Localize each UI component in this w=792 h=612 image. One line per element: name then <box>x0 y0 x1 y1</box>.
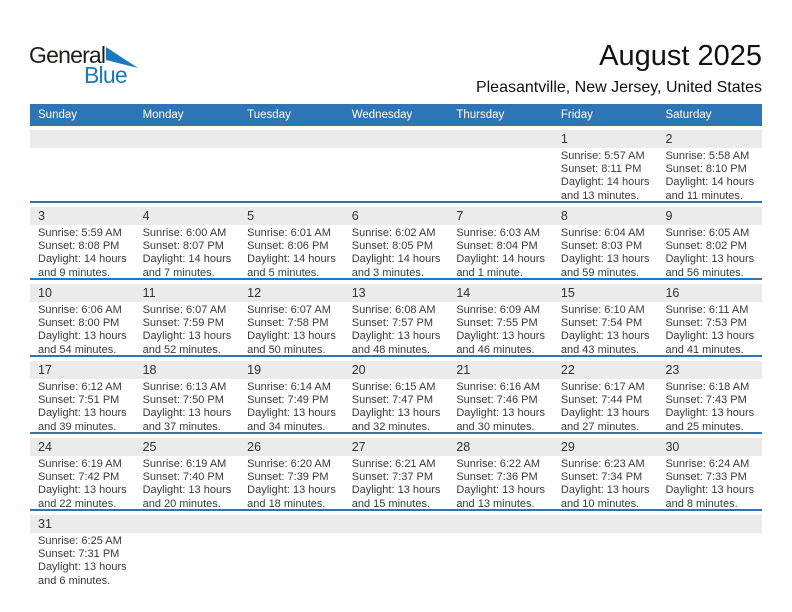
sunrise-time: Sunrise: 6:20 AM <box>247 458 331 470</box>
day-number: 28 <box>448 438 553 456</box>
day-number: 9 <box>657 207 762 225</box>
daylight-duration-line1: Daylight: 13 hours <box>665 407 755 420</box>
sunset-time: Sunset: 7:51 PM <box>38 394 120 407</box>
day-details <box>448 225 553 278</box>
day-number: 26 <box>239 438 344 456</box>
daylight-duration-line2: and 7 minutes. <box>142 266 215 278</box>
day-cell <box>657 361 762 432</box>
daylight-duration-line1: Daylight: 14 hours <box>560 176 650 189</box>
sunrise-time: Sunrise: 6:07 AM <box>142 304 227 316</box>
weekday-sunday: Sunday <box>38 109 78 121</box>
daylight-duration-line1: Daylight: 13 hours <box>142 330 232 343</box>
day-cell <box>30 515 135 588</box>
sunset-time: Sunset: 7:53 PM <box>665 317 747 330</box>
sunset-time: Sunset: 7:57 PM <box>351 317 434 330</box>
daylight-duration-line2: and 50 minutes. <box>247 343 326 355</box>
sunset-time: Sunset: 7:55 PM <box>456 317 538 330</box>
calendar-table <box>30 104 762 588</box>
daylight-duration-line2: and 5 minutes. <box>247 266 320 278</box>
sunset-time: Sunset: 7:47 PM <box>351 394 434 407</box>
daylight-duration-line2: and 20 minutes. <box>142 497 221 509</box>
day-cell <box>448 438 553 509</box>
daylight-duration-line2: and 43 minutes. <box>560 343 640 355</box>
day-number: 7 <box>448 207 553 225</box>
day-cell <box>553 438 658 509</box>
day-cell <box>30 284 135 355</box>
weekday-monday: Monday <box>142 109 184 121</box>
daylight-duration-line1: Daylight: 13 hours <box>560 253 650 266</box>
day-number <box>448 515 553 533</box>
daylight-duration-line1: Daylight: 13 hours <box>665 484 755 497</box>
day-number <box>135 130 240 148</box>
day-number <box>30 130 135 148</box>
day-cell-empty <box>30 130 135 201</box>
day-number <box>344 130 449 148</box>
sunrise-time: Sunrise: 6:00 AM <box>142 227 227 239</box>
day-details <box>30 456 135 509</box>
day-number: 14 <box>448 284 553 302</box>
daylight-duration-line2: and 48 minutes. <box>351 343 431 355</box>
day-number: 2 <box>657 130 762 148</box>
sunset-time: Sunset: 8:11 PM <box>560 163 642 176</box>
daylight-duration-line1: Daylight: 13 hours <box>456 484 545 497</box>
sunset-time: Sunset: 8:00 PM <box>38 317 120 330</box>
daylight-duration-line2: and 3 minutes. <box>351 266 424 278</box>
sunrise-time: Sunrise: 5:57 AM <box>560 150 645 162</box>
day-details <box>448 456 553 509</box>
sunrise-time: Sunrise: 6:19 AM <box>142 458 227 470</box>
day-number: 18 <box>135 361 240 379</box>
logo-text-general: General <box>29 42 106 68</box>
day-cell-empty <box>135 130 240 201</box>
day-details <box>135 456 240 509</box>
day-cell <box>344 361 449 432</box>
day-details <box>553 225 658 278</box>
sunrise-time: Sunrise: 6:25 AM <box>38 535 122 547</box>
day-number: 20 <box>344 361 449 379</box>
sunset-time: Sunset: 7:50 PM <box>142 394 224 407</box>
day-number: 10 <box>30 284 135 302</box>
daylight-duration-line1: Daylight: 13 hours <box>456 330 545 343</box>
daylight-duration-line2: and 13 minutes. <box>456 497 535 509</box>
day-details <box>553 379 658 432</box>
week-row <box>30 515 762 588</box>
daylight-duration-line2: and 6 minutes. <box>38 574 111 587</box>
day-number: 17 <box>30 361 135 379</box>
sunset-time: Sunset: 8:03 PM <box>560 240 643 253</box>
day-number <box>135 515 240 533</box>
weekday-friday: Friday <box>560 109 593 121</box>
week-row <box>30 361 762 434</box>
day-number: 23 <box>657 361 762 379</box>
sunset-time: Sunset: 8:02 PM <box>665 240 747 253</box>
page-title: August 2025 <box>599 40 762 72</box>
day-cell <box>135 438 240 509</box>
daylight-duration-line1: Daylight: 13 hours <box>142 407 232 420</box>
day-number <box>657 515 762 533</box>
daylight-duration-line2: and 27 minutes. <box>560 420 640 432</box>
day-cell <box>448 207 553 278</box>
location-subtitle: Pleasantville, New Jersey, United States <box>475 79 762 96</box>
daylight-duration-line2: and 25 minutes. <box>665 420 744 432</box>
day-number: 27 <box>344 438 449 456</box>
day-number: 19 <box>239 361 344 379</box>
daylight-duration-line1: Daylight: 13 hours <box>665 253 755 266</box>
sunset-time: Sunset: 7:40 PM <box>142 471 224 484</box>
day-details <box>553 148 658 201</box>
day-details <box>657 456 762 509</box>
logo-text-blue: Blue <box>84 62 127 88</box>
sunset-time: Sunset: 7:44 PM <box>560 394 643 407</box>
sunrise-time: Sunrise: 6:03 AM <box>456 227 541 239</box>
sunrise-time: Sunrise: 6:23 AM <box>560 458 645 470</box>
daylight-duration-line1: Daylight: 13 hours <box>38 484 127 497</box>
week-row <box>30 130 762 203</box>
sunset-time: Sunset: 8:10 PM <box>665 163 747 176</box>
daylight-duration-line2: and 46 minutes. <box>456 343 535 355</box>
day-number: 15 <box>553 284 658 302</box>
day-details <box>657 148 762 201</box>
daylight-duration-line1: Daylight: 13 hours <box>560 484 650 497</box>
day-details <box>135 379 240 432</box>
sunrise-time: Sunrise: 6:02 AM <box>351 227 436 239</box>
day-number: 8 <box>553 207 658 225</box>
daylight-duration-line1: Daylight: 14 hours <box>38 253 127 266</box>
weekday-thursday: Thursday <box>456 109 505 121</box>
sunrise-time: Sunrise: 6:01 AM <box>247 227 331 239</box>
day-number: 22 <box>553 361 658 379</box>
day-cell-empty <box>239 130 344 201</box>
daylight-duration-line1: Daylight: 13 hours <box>247 330 336 343</box>
day-details <box>239 225 344 278</box>
daylight-duration-line2: and 18 minutes. <box>247 497 326 509</box>
day-cell <box>30 361 135 432</box>
sunrise-time: Sunrise: 6:05 AM <box>665 227 750 239</box>
daylight-duration-line1: Daylight: 13 hours <box>38 407 127 420</box>
day-cell <box>553 284 658 355</box>
day-cell <box>239 207 344 278</box>
sunset-time: Sunset: 7:34 PM <box>560 471 643 484</box>
daylight-duration-line2: and 11 minutes. <box>665 189 743 201</box>
daylight-duration-line1: Daylight: 13 hours <box>665 330 755 343</box>
day-details <box>239 302 344 355</box>
day-cell <box>239 284 344 355</box>
daylight-duration-line1: Daylight: 13 hours <box>456 407 545 420</box>
sunset-time: Sunset: 7:31 PM <box>38 548 120 561</box>
day-details <box>135 225 240 278</box>
day-cell <box>30 438 135 509</box>
day-number: 4 <box>135 207 240 225</box>
sunrise-time: Sunrise: 6:14 AM <box>247 381 331 393</box>
day-number <box>344 515 449 533</box>
daylight-duration-line1: Daylight: 13 hours <box>38 561 127 574</box>
sunset-time: Sunset: 7:33 PM <box>665 471 747 484</box>
weekday-saturday: Saturday <box>665 109 712 121</box>
sunrise-time: Sunrise: 6:13 AM <box>142 381 227 393</box>
sunrise-time: Sunrise: 6:06 AM <box>38 304 122 316</box>
daylight-duration-line2: and 22 minutes. <box>38 497 117 509</box>
daylight-duration-line2: and 37 minutes. <box>142 420 221 432</box>
day-cell-empty <box>344 515 449 588</box>
sunrise-time: Sunrise: 6:12 AM <box>38 381 122 393</box>
day-cell-empty <box>553 515 658 588</box>
daylight-duration-line2: and 1 minute. <box>456 266 523 278</box>
daylight-duration-line1: Daylight: 14 hours <box>247 253 336 266</box>
day-cell <box>553 361 658 432</box>
day-number: 11 <box>135 284 240 302</box>
day-cell <box>344 438 449 509</box>
sunset-time: Sunset: 7:39 PM <box>247 471 329 484</box>
sunrise-time: Sunrise: 6:11 AM <box>665 304 749 316</box>
daylight-duration-line2: and 10 minutes. <box>560 497 640 509</box>
day-cell <box>239 361 344 432</box>
daylight-duration-line2: and 59 minutes. <box>560 266 640 278</box>
daylight-duration-line2: and 32 minutes. <box>351 420 431 432</box>
sunset-time: Sunset: 7:36 PM <box>456 471 538 484</box>
sunrise-time: Sunrise: 6:09 AM <box>456 304 541 316</box>
daylight-duration-line1: Daylight: 13 hours <box>351 407 441 420</box>
day-number: 21 <box>448 361 553 379</box>
day-details <box>448 302 553 355</box>
day-details <box>30 302 135 355</box>
day-cell <box>657 284 762 355</box>
day-number <box>553 515 658 533</box>
day-number: 1 <box>553 130 658 148</box>
daylight-duration-line1: Daylight: 13 hours <box>247 407 336 420</box>
day-details <box>448 379 553 432</box>
day-cell-empty <box>239 515 344 588</box>
sunrise-time: Sunrise: 6:08 AM <box>351 304 436 316</box>
daylight-duration-line2: and 39 minutes. <box>38 420 117 432</box>
sunrise-time: Sunrise: 6:21 AM <box>351 458 436 470</box>
day-cell-empty <box>448 515 553 588</box>
day-cell <box>657 207 762 278</box>
day-cell <box>239 438 344 509</box>
sunrise-time: Sunrise: 5:59 AM <box>38 227 122 239</box>
sunrise-time: Sunrise: 6:22 AM <box>456 458 541 470</box>
day-details <box>657 302 762 355</box>
day-details <box>135 302 240 355</box>
sunrise-time: Sunrise: 6:16 AM <box>456 381 541 393</box>
sunset-time: Sunset: 7:42 PM <box>38 471 120 484</box>
daylight-duration-line1: Daylight: 13 hours <box>560 330 650 343</box>
daylight-duration-line2: and 13 minutes. <box>560 189 640 201</box>
day-number: 24 <box>30 438 135 456</box>
daylight-duration-line1: Daylight: 13 hours <box>560 407 650 420</box>
sunset-time: Sunset: 7:37 PM <box>351 471 434 484</box>
daylight-duration-line1: Daylight: 13 hours <box>247 484 336 497</box>
day-details <box>239 379 344 432</box>
daylight-duration-line2: and 41 minutes. <box>665 343 744 355</box>
day-details <box>344 456 449 509</box>
day-cell <box>553 130 658 201</box>
daylight-duration-line2: and 8 minutes. <box>665 497 738 509</box>
sunset-time: Sunset: 7:54 PM <box>560 317 643 330</box>
day-cell-empty <box>344 130 449 201</box>
sunset-time: Sunset: 8:07 PM <box>142 240 224 253</box>
day-number: 31 <box>30 515 135 533</box>
day-number: 5 <box>239 207 344 225</box>
daylight-duration-line2: and 52 minutes. <box>142 343 221 355</box>
sunrise-time: Sunrise: 6:10 AM <box>560 304 645 316</box>
sunset-time: Sunset: 7:43 PM <box>665 394 747 407</box>
day-number <box>239 130 344 148</box>
sunset-time: Sunset: 8:08 PM <box>38 240 120 253</box>
daylight-duration-line1: Daylight: 14 hours <box>665 176 755 189</box>
day-details <box>657 225 762 278</box>
day-cell <box>657 130 762 201</box>
day-details <box>344 225 449 278</box>
daylight-duration-line1: Daylight: 13 hours <box>38 330 127 343</box>
day-details <box>553 456 658 509</box>
day-details <box>344 379 449 432</box>
general-blue-logo <box>29 42 149 88</box>
day-details <box>344 302 449 355</box>
day-number: 13 <box>344 284 449 302</box>
daylight-duration-line1: Daylight: 13 hours <box>351 484 441 497</box>
day-details <box>30 533 135 588</box>
sunset-time: Sunset: 7:58 PM <box>247 317 329 330</box>
sunset-time: Sunset: 8:06 PM <box>247 240 329 253</box>
sunrise-time: Sunrise: 6:18 AM <box>665 381 750 393</box>
day-cell <box>657 438 762 509</box>
calendar-weeks <box>30 130 762 588</box>
day-details <box>553 302 658 355</box>
day-number: 6 <box>344 207 449 225</box>
day-number: 25 <box>135 438 240 456</box>
daylight-duration-line2: and 30 minutes. <box>456 420 535 432</box>
daylight-duration-line1: Daylight: 14 hours <box>456 253 545 266</box>
week-row <box>30 207 762 280</box>
sunset-time: Sunset: 7:46 PM <box>456 394 538 407</box>
daylight-duration-line1: Daylight: 13 hours <box>142 484 232 497</box>
daylight-duration-line2: and 15 minutes. <box>351 497 431 509</box>
sunrise-time: Sunrise: 6:15 AM <box>351 381 436 393</box>
day-cell <box>553 207 658 278</box>
daylight-duration-line1: Daylight: 13 hours <box>351 330 441 343</box>
day-cell <box>344 284 449 355</box>
weekday-tuesday: Tuesday <box>247 109 291 121</box>
sunrise-time: Sunrise: 6:04 AM <box>560 227 645 239</box>
daylight-duration-line2: and 54 minutes. <box>38 343 117 355</box>
sunrise-time: Sunrise: 5:58 AM <box>665 150 750 162</box>
day-cell <box>448 284 553 355</box>
week-row <box>30 284 762 357</box>
day-number: 30 <box>657 438 762 456</box>
daylight-duration-line2: and 34 minutes. <box>247 420 326 432</box>
weekday-wednesday: Wednesday <box>351 109 413 121</box>
day-cell-empty <box>135 515 240 588</box>
sunrise-time: Sunrise: 6:17 AM <box>560 381 645 393</box>
day-cell-empty <box>657 515 762 588</box>
sunset-time: Sunset: 7:49 PM <box>247 394 329 407</box>
day-details <box>30 379 135 432</box>
day-details <box>30 225 135 278</box>
weekday-header-row <box>30 104 762 126</box>
daylight-duration-line1: Daylight: 14 hours <box>142 253 232 266</box>
day-number: 12 <box>239 284 344 302</box>
day-number <box>448 130 553 148</box>
sunset-time: Sunset: 7:59 PM <box>142 317 224 330</box>
week-row <box>30 438 762 511</box>
sunrise-time: Sunrise: 6:07 AM <box>247 304 331 316</box>
day-details <box>657 379 762 432</box>
day-details <box>239 456 344 509</box>
day-number: 3 <box>30 207 135 225</box>
day-cell <box>135 361 240 432</box>
day-cell-empty <box>448 130 553 201</box>
day-cell <box>448 361 553 432</box>
sunrise-time: Sunrise: 6:24 AM <box>665 458 750 470</box>
day-number: 16 <box>657 284 762 302</box>
sunset-time: Sunset: 8:04 PM <box>456 240 538 253</box>
daylight-duration-line2: and 9 minutes. <box>38 266 111 278</box>
daylight-duration-line2: and 56 minutes. <box>665 266 744 278</box>
sunset-time: Sunset: 8:05 PM <box>351 240 434 253</box>
day-number: 29 <box>553 438 658 456</box>
day-number <box>239 515 344 533</box>
day-cell <box>344 207 449 278</box>
day-cell <box>135 284 240 355</box>
day-cell <box>30 207 135 278</box>
sunrise-time: Sunrise: 6:19 AM <box>38 458 122 470</box>
day-cell <box>135 207 240 278</box>
daylight-duration-line1: Daylight: 14 hours <box>351 253 441 266</box>
